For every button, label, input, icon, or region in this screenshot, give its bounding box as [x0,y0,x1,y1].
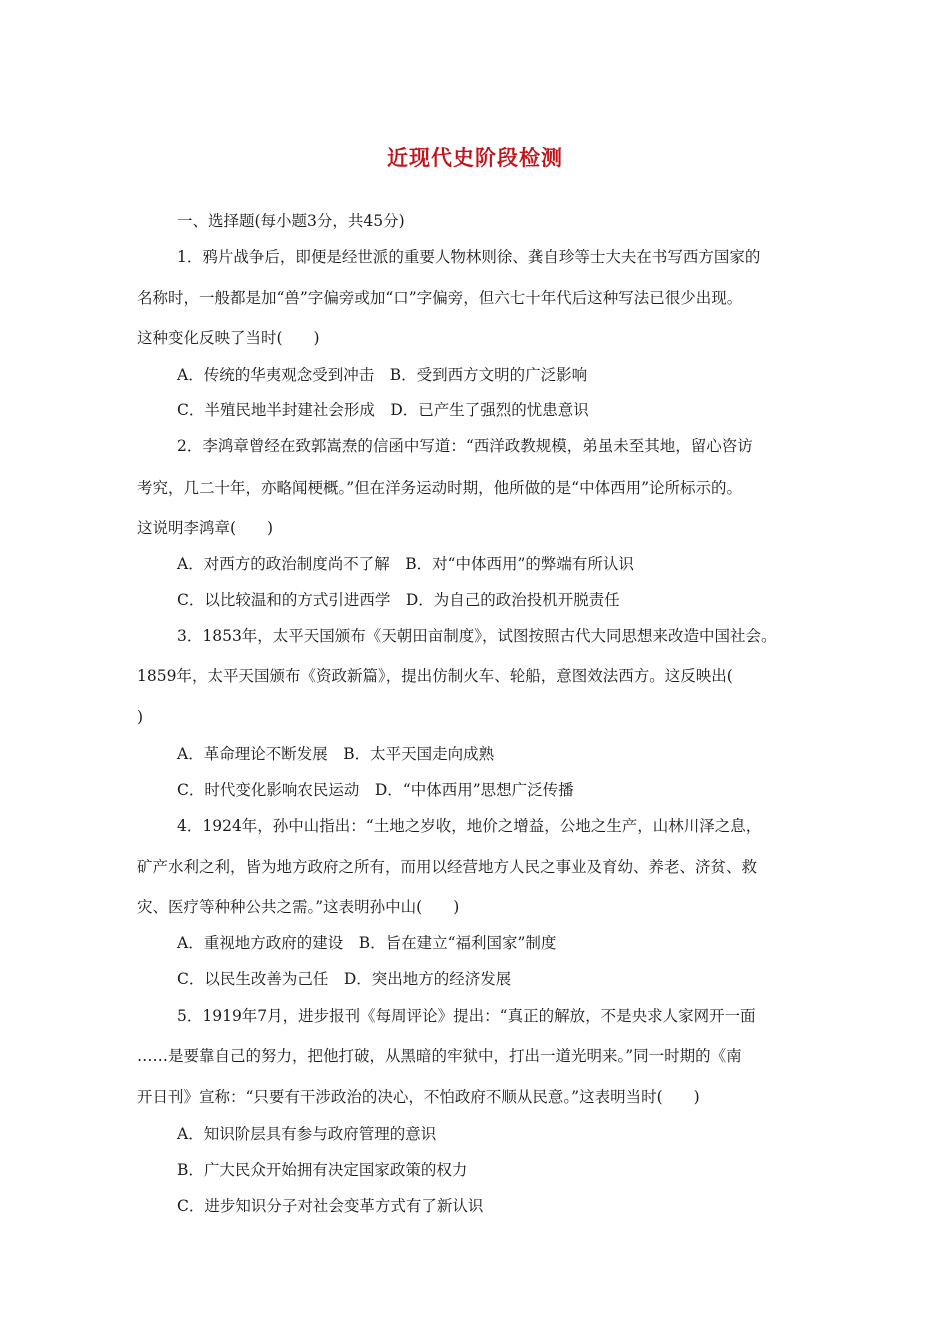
q3-stem-line-3: ) [137,708,144,726]
q3-options-cd: C．时代变化影响农民运动 D．“中体西用”思想广泛传播 [177,781,574,799]
page-title: 近现代史阶段检测 [387,145,563,170]
q1-stem-line-1: 1．鸦片战争后，即便是经世派的重要人物林则徐、龚自珍等士大夫在书写西方国家的 [177,248,761,266]
q3-options-ab: A．革命理论不断发展 B．太平天国走向成熟 [177,745,495,763]
q4-stem-line-1: 4．1924年，孙中山指出：“土地之岁收，地价之增益，公地之生产，山林川泽之息， [177,817,762,835]
q2-stem-line-1: 2．李鸿章曾经在致郭嵩焘的信函中写道：“西洋政教规模，弟虽未至其地，留心咨访 [177,437,753,455]
q5-option-b: B．广大民众开始拥有决定国家政策的权力 [177,1161,468,1179]
q4-stem-line-2: 矿产水利之利，皆为地方政府之所有，而用以经营地方人民之事业及育幼、养老、济贫、救 [137,858,758,876]
q2-options-cd: C．以比较温和的方式引进西学 D．为自己的政治投机开脱责任 [177,591,620,609]
q2-options-ab: A．对西方的政治制度尚不了解 B．对“中体西用”的弊端有所认识 [177,555,634,573]
q1-stem-line-2: 名称时，一般都是加“兽”字偏旁或加“口”字偏旁，但六七十年代后这种写法已很少出现。 [137,289,743,307]
q2-stem-line-3: 这说明李鸿章( ) [137,519,274,537]
q3-stem-line-2: 1859年，太平天国颁布《资政新篇》，提出仿制火车、轮船，意图效法西方。这反映出( [137,667,733,685]
q4-options-cd: C．以民生改善为己任 D．突出地方的经济发展 [177,970,512,988]
q2-stem-line-2: 考究，几二十年，亦略闻梗概。”但在洋务运动时期，他所做的是“中体西用”论所标示的。 [137,479,743,497]
q5-stem-line-3: 开日刊》宣称：“只要有干涉政治的决心，不怕政府不顺从民意。”这表明当时( ) [137,1088,700,1106]
q5-stem-line-1: 5．1919年7月，进步报刊《每周评论》提出：“真正的解放，不是央求人家网开一面 [177,1007,756,1025]
q1-stem-line-3: 这种变化反映了当时( ) [137,329,320,347]
q1-options-cd: C．半殖民地半封建社会形成 D．已产生了强烈的忧患意识 [177,401,589,419]
q5-option-a: A．知识阶层具有参与政府管理的意识 [177,1125,437,1143]
q3-stem-line-1: 3．1853年，太平天国颁布《天朝田亩制度》，试图按照古代大同思想来改造中国社会。 [177,627,777,645]
q5-stem-line-2: ……是要靠自己的努力，把他打破，从黑暗的牢狱中，打出一道光明来。”同一时期的《南 [137,1047,742,1065]
q4-stem-line-3: 灾、医疗等种种公共之需。”这表明孙中山( ) [137,898,460,916]
q1-options-ab: A．传统的华夷观念受到冲击 B．受到西方文明的广泛影响 [177,366,588,384]
q4-options-ab: A．重视地方政府的建设 B．旨在建立“福利国家”制度 [177,934,557,952]
section-heading: 一、选择题(每小题3分，共45分) [177,212,405,230]
q5-option-c: C．进步知识分子对社会变革方式有了新认识 [177,1197,484,1215]
